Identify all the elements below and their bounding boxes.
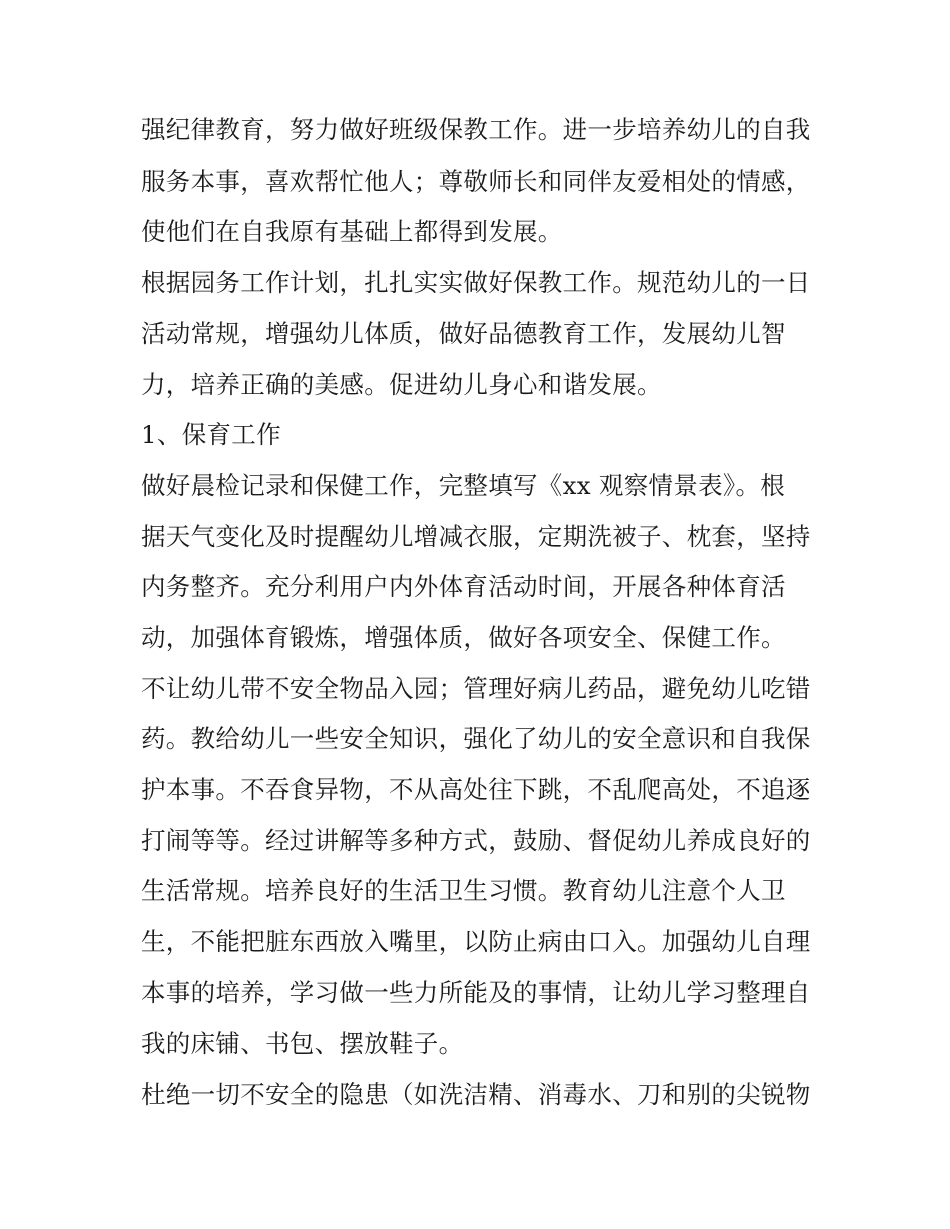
text-line: 使他们在自我原有基础上都得到发展。	[141, 217, 563, 246]
text-line: 内务整齐。充分利用户内外体育活动时间，开展各种体育活	[141, 572, 786, 601]
text-line: 护本事。不吞食异物，不从高处往下跳，不乱爬高处，不追逐	[141, 775, 811, 804]
text-line: 根据园务工作计划，扎扎实实做好保教工作。规范幼儿的一日	[141, 268, 811, 297]
text-line: 活动常规，增强幼儿体质，做好品德教育工作，发展幼儿智	[141, 319, 786, 348]
text-line: 服务本事，喜欢帮忙他人；尊敬师长和同伴友爱相处的情感，	[141, 167, 811, 196]
text-line: 杜绝一切不安全的隐患（如洗洁精、消毒水、刀和别的尖锐物	[141, 1080, 811, 1109]
text-line: 强纪律教育，努力做好班级保教工作。进一步培养幼儿的自我	[141, 115, 811, 144]
text-line: 力，培养正确的美感。促进幼儿身心和谐发展。	[141, 370, 662, 399]
text-line: 动，加强体育锻炼，增强体质，做好各项安全、保健工作。	[141, 623, 786, 652]
text-line: 不让幼儿带不安全物品入园；管理好病儿药品，避免幼儿吃错	[141, 674, 811, 703]
text-line: 我的床铺、书包、摆放鞋子。	[141, 1029, 464, 1058]
section-heading: 1、保育工作	[141, 420, 281, 449]
text-line: 生活常规。培养良好的生活卫生习惯。教育幼儿注意个人卫	[141, 876, 786, 905]
text-line: 本事的培养，学习做一些力所能及的事情，让幼儿学习整理自	[141, 978, 811, 1007]
text-line: 生，不能把脏东西放入嘴里，以防止病由口入。加强幼儿自理	[141, 927, 811, 956]
text-line: 做好晨检记录和保健工作，完整填写《xx 观察情景表》。根	[141, 471, 786, 500]
text-line: 药。教给幼儿一些安全知识，强化了幼儿的安全意识和自我保	[141, 724, 811, 753]
text-line: 打闹等等。经过讲解等多种方式，鼓励、督促幼儿养成良好的	[141, 826, 811, 855]
text-line: 据天气变化及时提醒幼儿增减衣服，定期洗被子、枕套，坚持	[141, 522, 811, 551]
